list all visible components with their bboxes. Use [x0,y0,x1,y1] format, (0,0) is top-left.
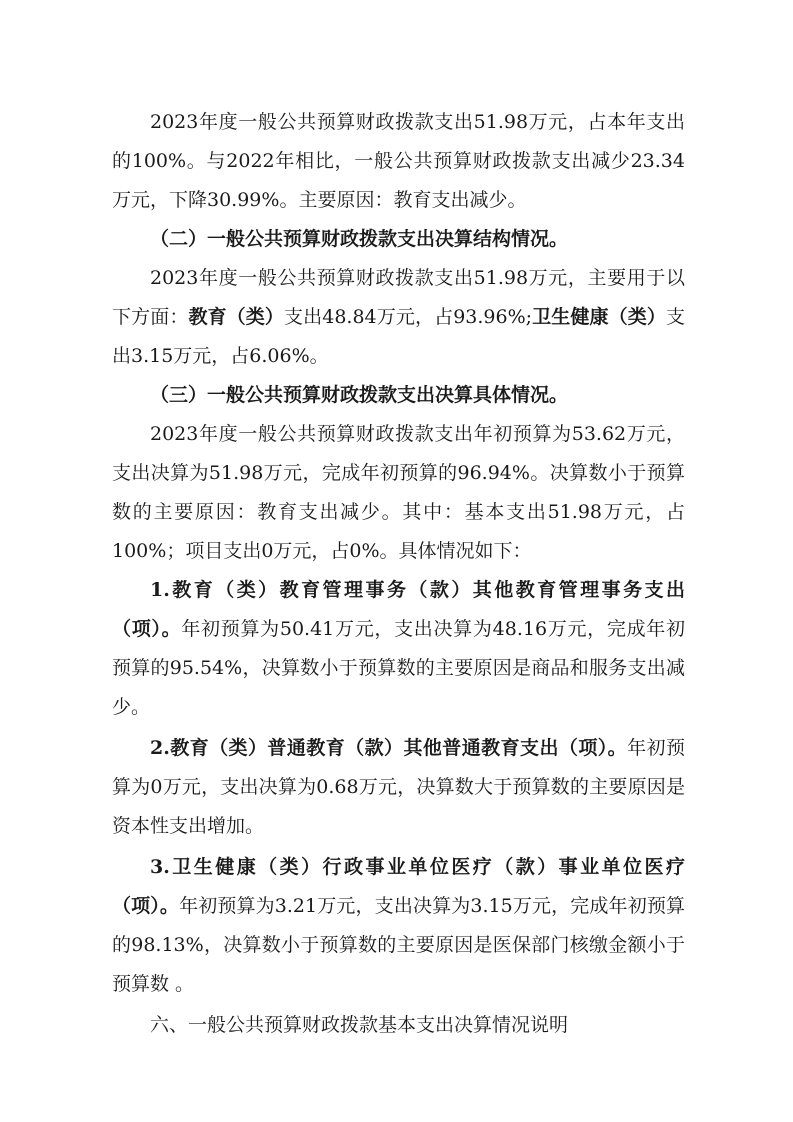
structure-category-education: 教育（类） [188,306,285,328]
heading-details: （三）一般公共预算财政拨款支出决算具体情况。 [150,384,569,406]
structure-education-amount: 支出48.84万元，占93.96%; [284,306,533,328]
heading-structure: （二）一般公共预算财政拨款支出决算结构情况。 [150,228,569,250]
paragraph-expenditure-summary: 2023年度一般公共预算财政拨款支出51.98万元，占本年支出的100%。与2022年相比，一般公共预算财政拨款支出减少23.34万元，下降30.99%。主要原因：教育支出减少。 [112,111,685,211]
item-3-title: 3.卫生健康（类）行政事业单位医疗（款）事业单位医疗（项）。 [112,856,685,917]
structure-intro: 2023年度一般公共预算财政拨款支出51.98万元，主要用于以下方面： [112,267,685,328]
item-3-health-medical [112,848,685,1004]
item-2-title: 2.教育（类）普通教育（款）其他普通教育支出（项）。 [150,737,628,759]
section-six-title: 六、一般公共预算财政拨款基本支出决算情况说明 [150,1014,569,1036]
item-1-title: 1.教育（类）教育管理事务（款）其他教育管理事务支出（项）。 [112,579,685,640]
structure-category-health: 卫生健康（类） [532,306,666,328]
item-1-education-admin [112,571,685,727]
structure-health-amount: 支出3.15万元，占6.06%。 [112,306,685,367]
item-2-body: 年初预算为0万元，支出决算为0.68万元，决算数大于预算数的主要原因是资本性支出增加。 [112,737,685,837]
item-3-body: 年初预算为3.21万元，支出决算为3.15万元，完成年初预算的98.13%，决算数小于预算数的主要原因是医保部门核缴金额小于预算数 。 [112,895,685,995]
item-1-body: 年初预算为50.41万元，支出决算为48.16万元，完成年初预算的95.54%，决算数小于预算数的主要原因是商品和服务支出减少。 [112,618,685,718]
paragraph-details: 2023年度一般公共预算财政拨款支出年初预算为53.62万元，支出决算为51.98万元，完成年初预算的96.94%。决算数小于预算数的主要原因：教育支出减少。其中：基本支出51.98万元，占100%；项目支出0万元，占0%。具体情况如下： [112,423,685,562]
document-body [112,103,685,1045]
paragraph-structure [112,259,685,376]
item-2-general-education [112,729,685,846]
